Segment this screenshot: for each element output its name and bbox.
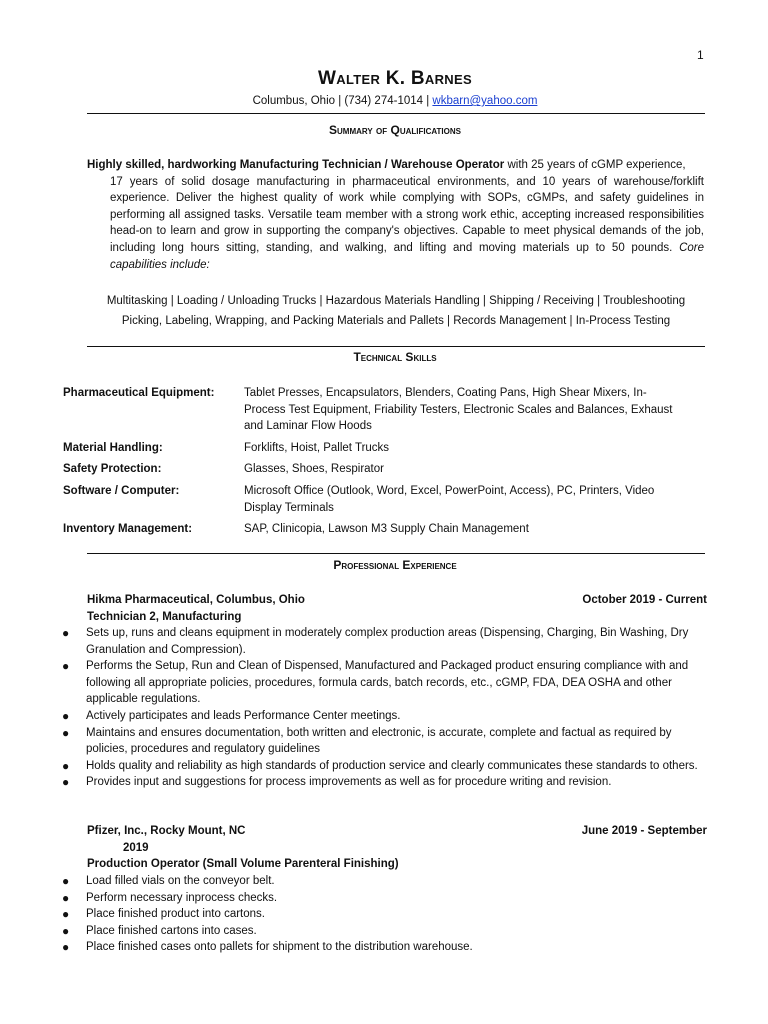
skills-divider <box>87 346 705 347</box>
resume-name: Walter K. Barnes <box>318 68 472 89</box>
bullet-text: Performs the Setup, Run and Clean of Dispensed, Manufactured and Packaged product ensuring compliance with and following all appropriate policies, procedures, formula cards, batch records, etc., cGMP, FDA, DEA OSHA and other applicable regulations. <box>86 660 689 706</box>
job-bullets-hikma <box>62 625 702 791</box>
summary-lead-rest: with 25 years of cGMP experience, <box>504 159 686 171</box>
skills-value: Glasses, Shoes, Respirator <box>244 463 384 475</box>
list-item <box>62 625 702 658</box>
skills-row-safety <box>63 461 723 478</box>
header-divider <box>87 113 705 114</box>
job-header-pfizer <box>87 823 707 873</box>
summary-lead-bold: Highly skilled, hardworking Manufacturing Technician / Warehouse Operator <box>87 159 505 171</box>
skills-value: SAP, Clinicopia, Lawson M3 Supply Chain Management <box>244 523 529 535</box>
list-item <box>62 725 702 758</box>
bullet-text: Place finished cases onto pallets for shipment to the distribution warehouse. <box>86 941 473 954</box>
list-item <box>62 658 702 708</box>
summary-body: 17 years of solid dosage manufacturing in pharmaceutical environments, and 10 years of warehouse/forklift experience. Deliver the highest quality of work while complying with SOPs, cGMPs, and safety guidelines in performing all assigned tasks. Versatile team member with a strong work ethic, accepting increased responsibilities head-on to learn and grow in supporting the company's objectives. Capable to meet physical demands of the job, including long hours sitting, standing, and walking, and lifting and moving materials up to 50 pounds. <box>110 175 704 254</box>
capabilities-line-2: Picking, Labeling, Wrapping, and Packing Materials and Pallets | Records Management | In-Process Testing <box>121 315 671 327</box>
list-item <box>62 758 702 775</box>
bullet-icon: ● <box>62 758 70 773</box>
bullet-icon: ● <box>62 626 70 640</box>
skills-value: Forklifts, Hoist, Pallet Trucks <box>244 442 390 454</box>
skills-label: Inventory Management: <box>63 523 193 535</box>
bullet-text: Holds quality and reliability as high standards of production service and clearly communicates these standards to others. <box>86 759 698 772</box>
skills-value: Tablet Presses, Encapsulators, Blenders, Coating Pans, High Shear Mixers, In-Process Test Equipment, Friability Testers, Electronic Scales and Balances, Exhaust and Laminar Flow Hoods <box>244 387 673 432</box>
bullet-icon: ● <box>62 890 70 905</box>
bullet-text: Actively participates and leads Performance Center meetings. <box>86 709 401 722</box>
experience-divider <box>87 553 705 554</box>
summary-paragraph <box>87 157 704 273</box>
email-link[interactable]: wkbarn@yahoo.com <box>432 95 538 107</box>
bullet-icon: ● <box>62 775 70 790</box>
experience-heading: Professional Experience <box>333 558 457 572</box>
skills-label: Pharmaceutical Equipment: <box>63 387 215 399</box>
bullet-icon: ● <box>62 659 70 674</box>
job-dates: October 2019 - Current <box>582 594 707 606</box>
bullet-icon: ● <box>62 725 70 740</box>
capabilities-line-1: Multitasking | Loading / Unloading Trucks | Hazardous Materials Handling | Shipping / Receiving | Troubleshooting <box>106 295 686 307</box>
list-item <box>62 939 702 956</box>
capabilities-list <box>60 291 732 331</box>
bullet-icon: ● <box>62 874 70 888</box>
job-dates: June 2019 - September <box>581 825 707 837</box>
bullet-icon: ● <box>62 923 70 938</box>
bullet-icon: ● <box>62 708 70 723</box>
job-dates-continued: 2019 <box>123 841 149 854</box>
list-item <box>62 708 702 725</box>
contact-line <box>0 95 768 107</box>
skills-label: Safety Protection: <box>63 463 162 475</box>
job-role: Production Operator (Small Volume Parenteral Finishing) <box>87 858 399 870</box>
bullet-icon: ● <box>62 907 70 922</box>
page-number: 1 <box>697 48 704 62</box>
summary-heading: Summary of Qualifications <box>329 123 461 137</box>
skills-label: Software / Computer: <box>63 485 180 497</box>
skills-value: Microsoft Office (Outlook, Word, Excel, PowerPoint, Access), PC, Printers, Video Display Terminals <box>244 485 655 514</box>
summary-core-label: Core capabilities include: <box>110 241 705 271</box>
bullet-text: Maintains and ensures documentation, both written and electronic, is accurate, complete and factual as required by policies, procedures and regulatory guidelines <box>86 726 672 756</box>
job-company: Hikma Pharmaceutical, Columbus, Ohio <box>87 594 305 606</box>
bullet-icon: ● <box>62 940 70 955</box>
list-item <box>62 923 702 940</box>
bullet-text: Perform necessary inprocess checks. <box>86 891 278 904</box>
bullet-text: Sets up, runs and cleans equipment in moderately complex production areas (Dispensing, Charging, Bin Washing, Dry Granulation and Compression). <box>86 627 689 656</box>
skills-heading: Technical Skills <box>353 350 437 364</box>
skills-row-inventory <box>63 521 723 538</box>
bullet-text: Place finished cartons into cases. <box>86 924 257 937</box>
list-item <box>62 873 702 890</box>
skills-row-material <box>63 440 723 457</box>
bullet-text: Provides input and suggestions for process improvements as well as for procedure writing and revision. <box>86 776 612 789</box>
contact-info: Columbus, Ohio | (734) 274-1014 | <box>252 95 433 107</box>
bullet-text: Place finished product into cartons. <box>86 908 265 921</box>
skills-row-software <box>63 483 723 516</box>
skills-row-pharma <box>63 385 723 435</box>
list-item <box>62 774 702 791</box>
job-role: Technician 2, Manufacturing <box>87 610 242 623</box>
bullet-text: Load filled vials on the conveyor belt. <box>86 875 275 887</box>
job-company: Pfizer, Inc., Rocky Mount, NC <box>87 825 246 837</box>
list-item <box>62 906 702 923</box>
job-header-hikma <box>87 592 707 625</box>
skills-label: Material Handling: <box>63 442 163 454</box>
list-item <box>62 890 702 907</box>
job-bullets-pfizer <box>62 873 702 956</box>
